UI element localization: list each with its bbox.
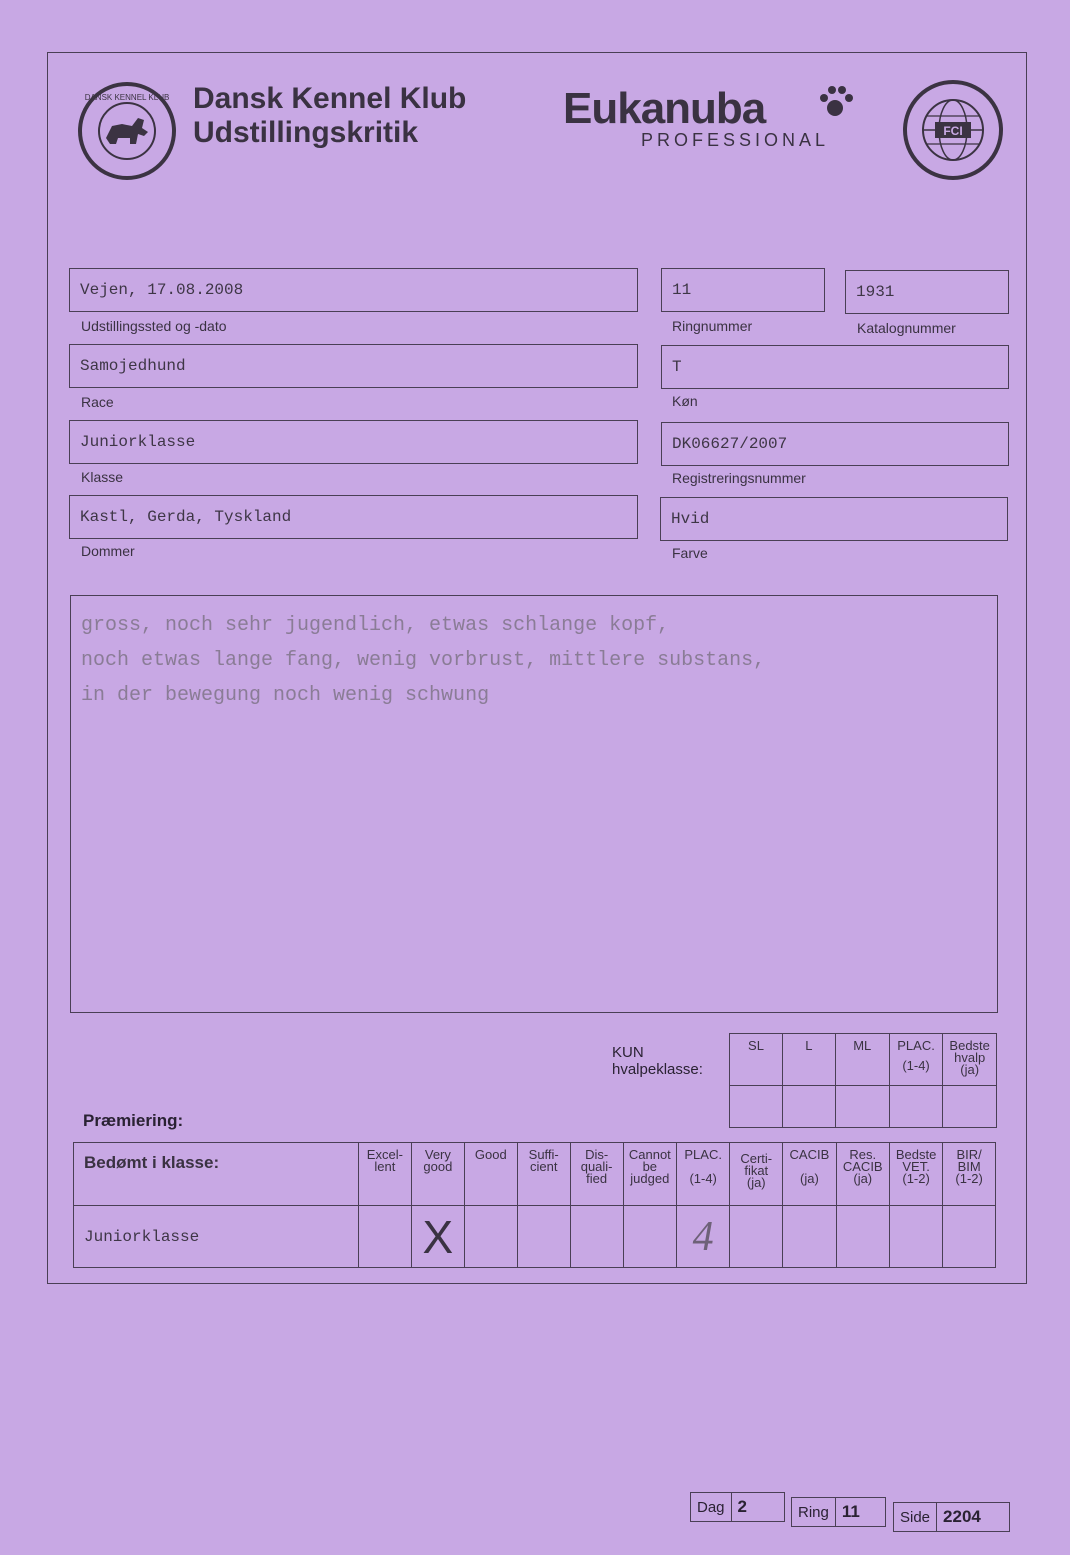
award-cell[interactable] xyxy=(623,1206,676,1268)
puppy-cell[interactable] xyxy=(889,1086,943,1128)
ring-number-label: Ringnummer xyxy=(672,318,753,334)
award-col-disqualified: Dis- quali- fied xyxy=(570,1143,623,1206)
award-col-certifikat: Certi- fikat (ja) xyxy=(730,1143,783,1206)
sponsor-logo: Eukanuba xyxy=(563,84,766,133)
registration-field[interactable]: DK06627/2007 xyxy=(661,422,1009,466)
award-mark-very-good[interactable]: X xyxy=(411,1206,464,1268)
critique-textarea[interactable] xyxy=(70,595,998,1013)
color-label: Farve xyxy=(672,545,708,561)
award-col-good: Good xyxy=(464,1143,517,1206)
puppy-col-plac: PLAC. (1-4) xyxy=(889,1034,943,1086)
award-col-bir-bim: BIR/ BIM (1-2) xyxy=(943,1143,996,1206)
award-col-cannot-be-judged: Cannot be judged xyxy=(623,1143,676,1206)
puppy-table xyxy=(729,1033,997,1128)
award-col-very-good: Very good xyxy=(411,1143,464,1206)
club-name: Dansk Kennel Klub xyxy=(193,82,467,115)
judge-label: Dommer xyxy=(81,543,135,559)
sex-field[interactable]: T xyxy=(661,345,1009,389)
puppy-cell[interactable] xyxy=(730,1086,783,1128)
critique-line: gross, noch sehr jugendlich, etwas schlange kopf, xyxy=(81,614,670,637)
footer-ring-value: 11 xyxy=(841,1502,860,1521)
class-field[interactable]: Juniorklasse xyxy=(69,420,638,464)
venue-date-label: Udstillingssted og -dato xyxy=(81,318,227,334)
dkk-logo xyxy=(78,82,176,180)
footer-side-label: Side xyxy=(894,1503,937,1531)
sex-label: Køn xyxy=(672,393,698,409)
award-cell[interactable] xyxy=(783,1206,836,1268)
puppy-cell[interactable] xyxy=(835,1086,889,1128)
ring-number-field[interactable]: 11 xyxy=(661,268,825,312)
critique-line: in der bewegung noch wenig schwung xyxy=(81,684,490,707)
venue-date-field[interactable]: Vejen, 17.08.2008 xyxy=(69,268,638,312)
catalog-number-field[interactable]: 1931 xyxy=(845,270,1009,314)
breed-label: Race xyxy=(81,394,114,410)
catalog-number-label: Katalognummer xyxy=(857,320,956,336)
sponsor-subtitle: PROFESSIONAL xyxy=(641,130,830,150)
award-title: Præmiering: xyxy=(83,1111,184,1130)
award-placement-value[interactable]: 4 xyxy=(677,1206,730,1268)
puppy-col-l: L xyxy=(782,1034,835,1086)
footer-dag-value: 2 xyxy=(737,1497,747,1516)
award-cell[interactable] xyxy=(836,1206,889,1268)
award-cell[interactable] xyxy=(943,1206,996,1268)
critique-line: noch etwas lange fang, wenig vorbrust, mittlere substans, xyxy=(81,649,766,672)
puppy-cell[interactable] xyxy=(943,1086,997,1128)
registration-label: Registreringsnummer xyxy=(672,470,806,486)
award-class-value[interactable]: Juniorklasse xyxy=(74,1206,359,1268)
color-field[interactable]: Hvid xyxy=(660,497,1008,541)
form-title: Udstillingskritik xyxy=(193,116,419,149)
award-col-excellent: Excel- lent xyxy=(358,1143,411,1206)
award-cell[interactable] xyxy=(889,1206,942,1268)
award-col-best-vet: Bedste VET. (1-2) xyxy=(889,1143,942,1206)
award-cell[interactable] xyxy=(358,1206,411,1268)
award-cell[interactable] xyxy=(730,1206,783,1268)
dkk-logo-text: DANSK KENNEL KLUB xyxy=(84,93,170,102)
footer-ring-label: Ring xyxy=(792,1498,836,1526)
footer-dag xyxy=(690,1492,785,1522)
footer-side-value: 2204 xyxy=(943,1507,981,1526)
puppy-col-best: Bedste hvalp (ja) xyxy=(943,1034,997,1086)
puppy-class-label: KUN hvalpeklasse: xyxy=(612,1044,703,1078)
award-cell[interactable] xyxy=(570,1206,623,1268)
footer-side xyxy=(893,1502,1010,1532)
paw-icon xyxy=(815,82,855,127)
award-class-header: Bedømt i klasse: xyxy=(74,1143,359,1206)
fci-logo xyxy=(903,80,1003,180)
judge-field[interactable]: Kastl, Gerda, Tyskland xyxy=(69,495,638,539)
award-cell[interactable] xyxy=(517,1206,570,1268)
award-cell[interactable] xyxy=(464,1206,517,1268)
class-label: Klasse xyxy=(81,469,124,485)
award-table xyxy=(73,1142,996,1268)
award-col-sufficient: Suffi- cient xyxy=(517,1143,570,1206)
fci-logo-text: FCI xyxy=(943,124,963,138)
award-col-plac: PLAC. (1-4) xyxy=(677,1143,730,1206)
footer-dag-label: Dag xyxy=(691,1493,732,1521)
puppy-col-sl: SL xyxy=(730,1034,783,1086)
breed-field[interactable]: Samojedhund xyxy=(69,344,638,388)
footer-ring xyxy=(791,1497,886,1527)
globe-icon xyxy=(907,84,999,176)
award-col-cacib: CACIB (ja) xyxy=(783,1143,836,1206)
puppy-col-ml: ML xyxy=(835,1034,889,1086)
puppy-cell[interactable] xyxy=(782,1086,835,1128)
dog-icon xyxy=(82,86,172,176)
award-col-res-cacib: Res. CACIB (ja) xyxy=(836,1143,889,1206)
